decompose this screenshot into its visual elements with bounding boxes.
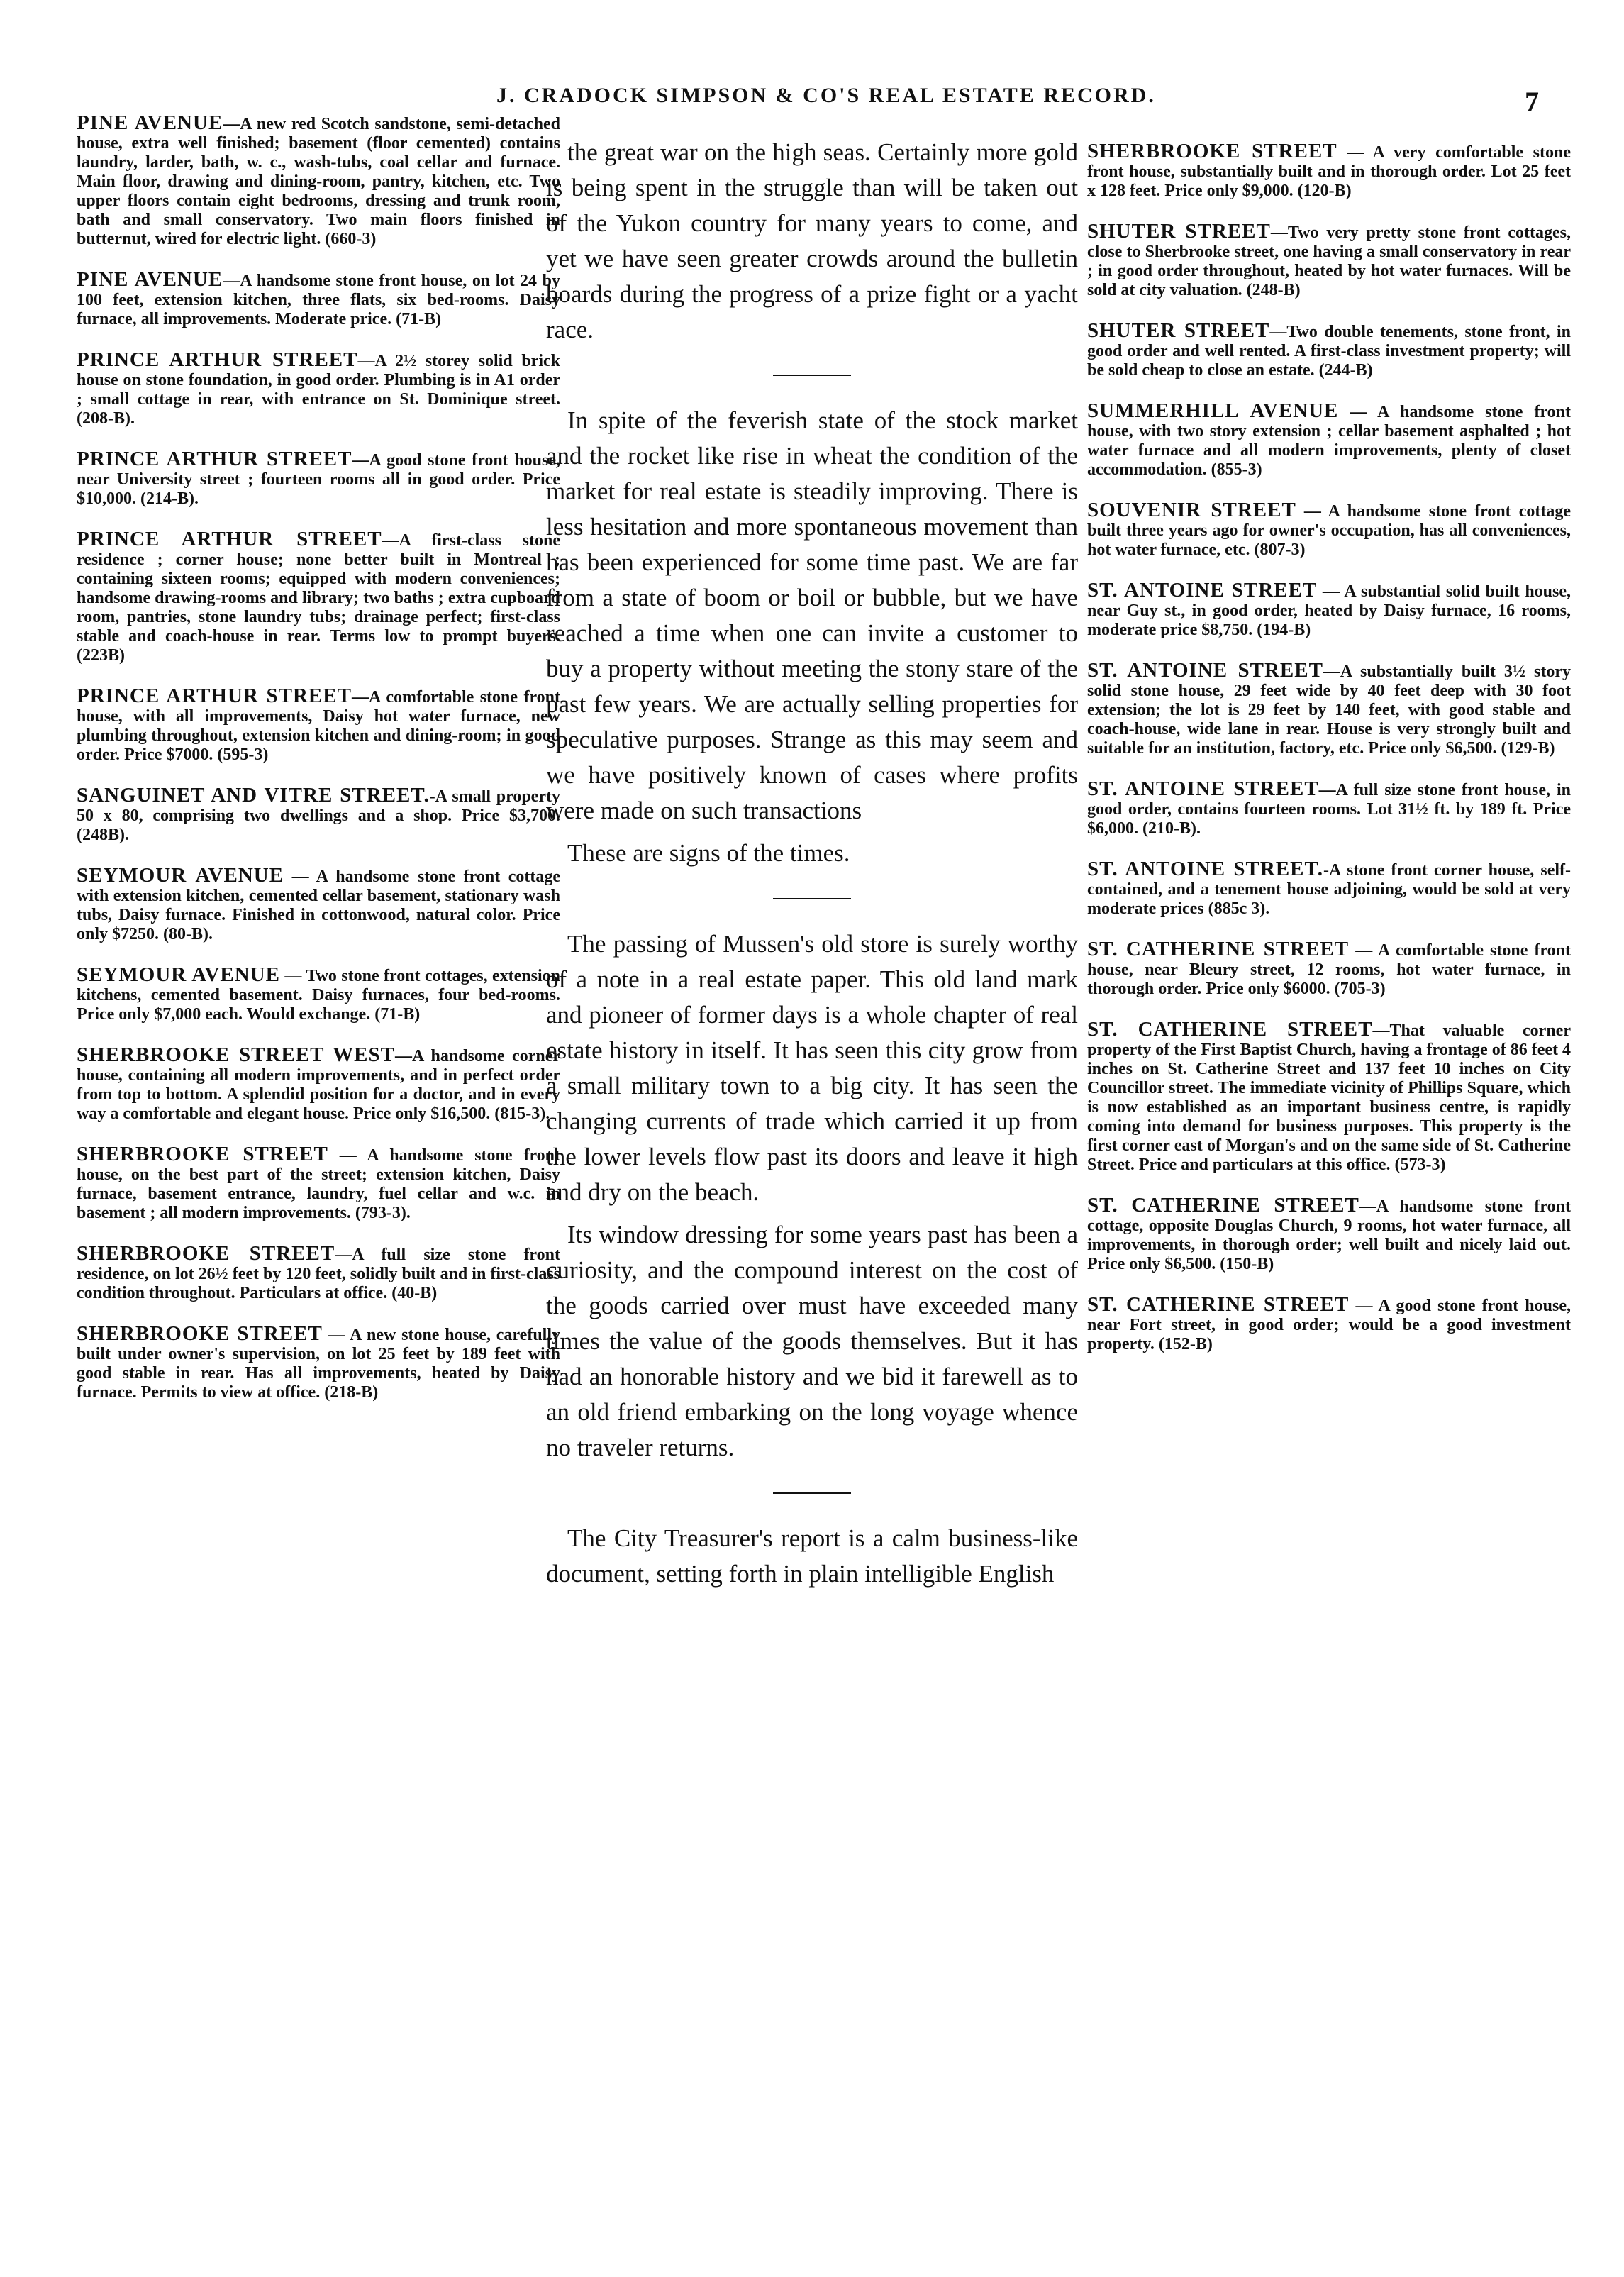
property-listing: [1074, 661, 1571, 758]
listing-street-name: ST. ANTOINE STREET.: [1087, 858, 1323, 880]
editorial-paragraph: the great war on the high seas. Certainly more gold is being spent in the struggle than will be taken out of the Yukon country for many years to come, and yet we have seen greater crowds around the bulletin boards during the progress of a prize fight or a yacht race.: [546, 138, 1078, 343]
listing-description: — A handsome stone front house, with two story extension ; cellar basement asphalted ; hot water furnace and all modern improvements, plenty of closet accommodation. (855-3): [1087, 403, 1571, 479]
property-listing: [64, 687, 560, 765]
listing-street-name: ST. CATHERINE STREET: [1087, 1018, 1373, 1041]
property-listing: [64, 1145, 560, 1223]
listing-street-name: SEYMOUR AVENUE: [77, 864, 284, 887]
property-listing: [1074, 1295, 1571, 1354]
listing-street-name: ST. CATHERINE STREET: [1087, 938, 1350, 960]
property-listing: [64, 350, 560, 428]
listing-street-name: ST. ANTOINE STREET: [1087, 777, 1319, 800]
listing-street-name: SHERBROOKE STREET: [77, 1322, 323, 1345]
listing-description: -A stone front corner house, self-contained, and a tenement house adjoining, would be sold at very moderate prices (885c 3).: [1087, 861, 1571, 918]
listing-street-name: PRINCE ARTHUR STREET: [77, 685, 352, 707]
section-divider: [773, 898, 851, 899]
editorial-paragraph: The passing of Mussen's old store is surely worthy of a note in a real estate paper. This old land mark and pioneer of former days is a whole chapter of real estate history in itself. It has seen this city grow from a small military town to a big city. It has seen the changing currents of trade which carried it up from the lower levels flow past its doors and leave it high and dry on the beach.: [546, 930, 1078, 1206]
listing-description: —A handsome stone front house, on lot 24 by 100 feet, extension kitchen, three flats, six bed-rooms. Daisy furnace, all improvements. Moderate price. (71-B): [77, 272, 560, 328]
middle-column-editorial: [546, 135, 1078, 2270]
right-column-listings: [1074, 142, 1571, 2277]
listing-description: —A handsome stone front cottage, opposite Douglas Church, 9 rooms, hot water furnace, all improvements, in thorough order; well built and nicely laid out. Price only $6,500. (150-B): [1087, 1197, 1571, 1273]
property-listing: [1074, 1020, 1571, 1175]
left-column-listings: [64, 113, 560, 2249]
listing-description: — A handsome stone front cottage built three years ago for owner's occupation, has all conveniences, hot water furnace, etc. (807-3): [1087, 502, 1571, 559]
property-listing: [1074, 860, 1571, 919]
property-listing: [64, 1043, 560, 1124]
listing-description: — A handsome stone front house, on the best part of the street; extension kitchen, Daisy furnace, basement entrance, laundry, fuel cellar and w.c. in basement ; all modern improvements. (793-3).: [77, 1146, 560, 1222]
listing-description: — A comfortable stone front house, near Bleury street, 12 rooms, hot water furnace, in thorough order. Price only $6000. (705-3): [1087, 941, 1571, 998]
listing-street-name: ST. ANTOINE STREET: [1087, 579, 1318, 602]
listing-description: —A comfortable stone front house, with all improvements, Daisy hot water furnace, new plumbing throughout, extension kitchen and dining-room; in good order. Price $7000. (595-3): [77, 688, 560, 764]
listing-description: — A very comfortable stone front house, substantially built and in thorough order. Lot 25 feet x 128 feet. Price only $9,000. (120-B): [1087, 143, 1571, 200]
listing-street-name: SHERBROOKE STREET: [77, 1143, 328, 1165]
listing-description: —A good stone front house, near University street ; fourteen rooms all in good order. Price $10,000. (214-B).: [77, 451, 560, 508]
listing-street-name: SHERBROOKE STREET: [1087, 142, 1337, 162]
listing-street-name: ST. ANTOINE STREET: [1087, 659, 1323, 682]
listing-description: —Two double tenements, stone front, in good order and well rented. A first-class investment property; will be sold cheap to close an estate. (244-B): [1087, 323, 1571, 380]
property-listing: [1074, 581, 1571, 640]
listing-description: —A substantially built 3½ story solid stone house, 29 feet wide by 40 feet deep with 30 foot extension; the lot is 29 feet by 140 feet, with good stable and coach-house, wide lane in rear. House is very strongly built and suitable for an institution, factory, etc. Price only $6,500. (129-B): [1087, 663, 1571, 758]
property-listing: [1074, 321, 1571, 380]
listing-description: —A full size stone front house, in good order, contains fourteen rooms. Lot 31½ ft. by 189 ft. Price $6,000. (210-B).: [1087, 781, 1571, 838]
listing-description: —A handsome corner house, containing all modern improvements, and in perfect order from top to bottom. A splendid position for a doctor, and in every way a comfortable and elegant house. Price only $16,500. (815-3).: [77, 1047, 560, 1123]
property-listing: [1074, 401, 1571, 480]
property-listing: [1074, 222, 1571, 300]
listing-description: — A good stone front house, near Fort street, in good order; would be a good investment property. (152-B): [1087, 1297, 1571, 1353]
property-listing: [64, 1244, 560, 1303]
listing-description: — A substantial solid built house, near Guy st., in good order, heated by Daisy furnace, 16 rooms, moderate price $8,750. (194-B): [1087, 582, 1571, 639]
editorial-paragraph: In spite of the feverish state of the stock market and the rocket like rise in wheat the condition of the market for real estate is steadily improving. There is less hesitation and more spontaneous movement than has been experienced for some time past. We are far from a state of boom or boil or bubble, but we have reached a time when one can invite a customer to buy a property without meeting the stony stare of the past few years. We are actually selling properties for speculative purposes. Strange as this may seem and we have positively known of cases where profits were made on such transactions: [546, 406, 1078, 824]
property-listing: [64, 450, 560, 509]
listing-description: —That valuable corner property of the First Baptist Church, having a frontage of 86 feet 4 inches on St. Catherine Street and 137 feet 10 inches on City Councillor street. The immediate vicinity of Phillips Square, which is now established as an important business centre, is rapidly coming into demand for business purposes. This property is the first corner east of Morgan's and on the same side of St. Catherine Street. Price and particulars at this office. (573-3): [1087, 1021, 1571, 1174]
listing-description: —A full size stone front residence, on lot 26½ feet by 120 feet, solidly built and in first-class condition throughout. Particulars at office. (40-B): [77, 1246, 560, 1302]
editorial-paragraph: The City Treasurer's report is a calm business-like document, setting forth in plain intelligible English: [546, 1524, 1078, 1588]
listing-description: —A new red Scotch sandstone, semi-detached house, extra well finished; basement (floor cemented) contains laundry, larder, bath, w. c., wash-tubs, coal cellar and furnace. Main floor, drawing and dining-room, pantry, kitchen, etc. Two upper floors contain eight bedrooms, dressing and trunk room, bath and small conservatory. Two main floors finished in butternut, wired for electric light. (660-3): [77, 115, 560, 248]
listing-street-name: PINE AVENUE: [77, 113, 223, 134]
listing-description: — A new stone house, carefully built under owner's supervision, on lot 25 feet by 189 feet with good stable in rear. Has all improvements, heated by Daisy furnace. Permits to view at office. (218-B): [77, 1326, 560, 1402]
listing-street-name: SANGUINET AND VITRE STREET.: [77, 784, 430, 807]
listing-street-name: SHERBROOKE STREET WEST: [77, 1043, 395, 1066]
listing-street-name: PINE AVENUE: [77, 268, 223, 291]
property-listing: [1074, 777, 1571, 838]
property-listing: [64, 1324, 560, 1402]
listing-street-name: SOUVENIR STREET: [1087, 499, 1296, 521]
property-listing: [64, 866, 560, 944]
running-header-title: J. CRADOCK SIMPSON & CO'S REAL ESTATE RECORD.: [496, 84, 1156, 107]
listing-street-name: PRINCE ARTHUR STREET: [77, 348, 358, 371]
page-number: 7: [1525, 86, 1539, 118]
section-divider: [773, 1492, 851, 1494]
listing-street-name: PRINCE ARTHUR STREET: [77, 528, 382, 550]
listing-street-name: SHUTER STREET: [1087, 220, 1271, 243]
listing-street-name: PRINCE ARTHUR STREET: [77, 448, 352, 470]
property-listing: [64, 530, 560, 665]
property-listing: [64, 786, 560, 845]
listing-description: —A 2½ storey solid brick house on stone foundation, in good order. Plumbing is in A1 order ; small cottage in rear, with entrance on St. Dominique street. (208-B).: [77, 352, 560, 428]
listing-street-name: SHERBROOKE STREET: [77, 1242, 335, 1265]
property-listing: [64, 965, 560, 1024]
editorial-paragraph: Its window dressing for some years past has been a curiosity, and the compound interest on the cost of the goods carried over must have exceeded many times the value of the goods themselves. But it has had an honorable history and we bid it farewell as to an old friend embarking on the long voyage whence no traveler returns.: [546, 1221, 1078, 1461]
property-listing: [1074, 501, 1571, 560]
listing-description: —A first-class stone residence ; corner house; none better built in Montreal ; containing sixteen rooms; equipped with modern conveniences; handsome drawing-rooms and library; two baths ; extra cupboard room, pantries, stone laundry tubs; drainage perfect; first-class stable and coach-house in rear. Terms low to prompt buyers. (223B): [77, 531, 560, 665]
listing-street-name: ST. CATHERINE STREET: [1087, 1293, 1350, 1316]
listing-street-name: SUMMERHILL AVENUE: [1087, 399, 1339, 422]
listing-street-name: ST. CATHERINE STREET: [1087, 1194, 1359, 1217]
property-listing: [64, 113, 560, 249]
property-listing: [1074, 940, 1571, 999]
listing-description: -A small property 50 x 80, comprising two dwellings and a shop. Price $3,700. (248B).: [77, 787, 560, 844]
editorial-paragraph: These are signs of the times.: [567, 839, 850, 867]
property-listing: [64, 270, 560, 329]
listing-description: —Two very pretty stone front cottages, close to Sherbrooke street, one having a small conservatory in rear ; in good order throughout, heated by hot water furnaces. Will be sold at city valuation. (248-B): [1087, 223, 1571, 299]
listing-description: — A handsome stone front cottage with extension kitchen, cemented cellar basement, stationary wash tubs, Daisy furnace. Finished in cottonwood, natural color. Price only $7250. (80-B).: [77, 868, 560, 943]
property-listing: [1074, 142, 1571, 201]
listing-street-name: SHUTER STREET: [1087, 319, 1270, 342]
listing-street-name: SEYMOUR AVENUE: [77, 963, 280, 986]
listing-description: — Two stone front cottages, extension kitchens, cemented basement. Daisy furnaces, four bed-rooms. Price only $7,000 each. Would exchange. (71-B): [77, 967, 560, 1024]
section-divider: [773, 375, 851, 376]
property-listing: [1074, 1196, 1571, 1274]
